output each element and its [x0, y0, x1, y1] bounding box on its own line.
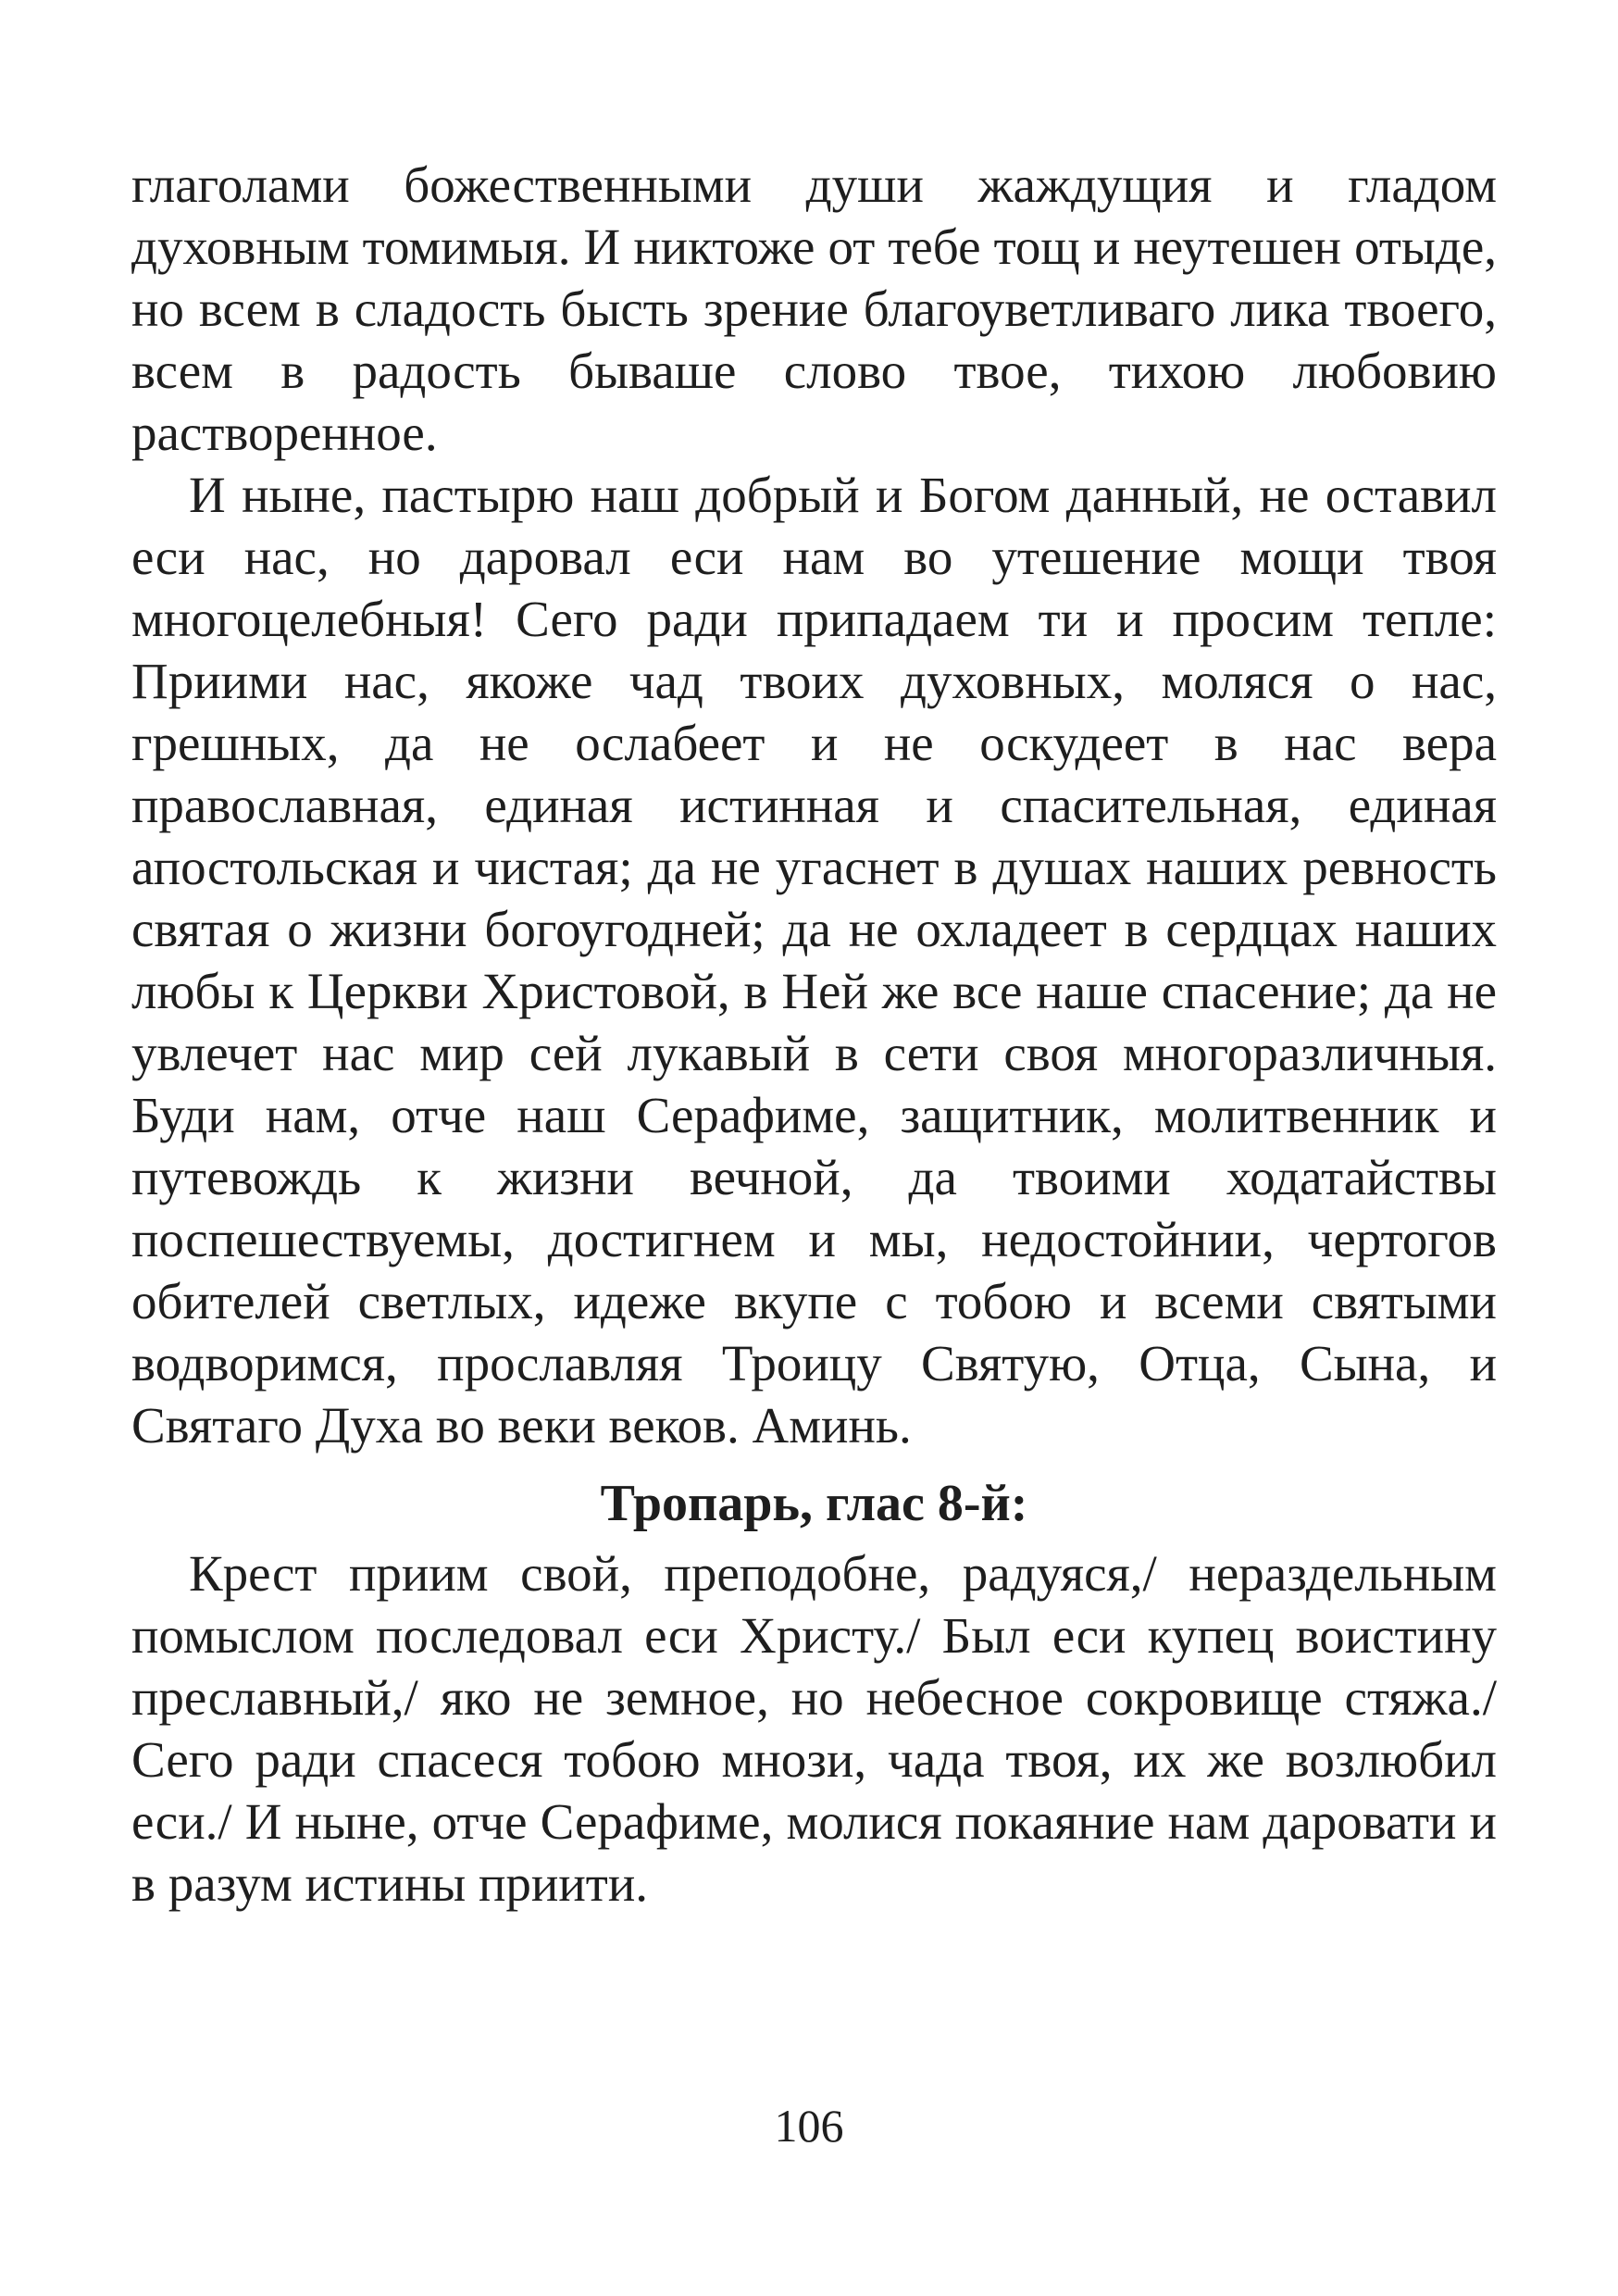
troparion-text: Крест приим свой, преподобне, радуяся,/ нераздельным помыслом последовал еси Христу./ Был еси купец воистину преславный,/ яко не земное, но небесное сокровище стяжа./ Сего ради спасеся тобою мнози, чада твоя, их же возлюбил еси./ И ныне, отче Серафиме, молися покаяние нам даровати и в разум истины приити.	[131, 1545, 1497, 1912]
troparion-heading: Тропарь, глас 8-й:	[600, 1475, 1028, 1532]
prayer-paragraph: И ныне, пастырю наш добрый и Богом данный, не оставил еси нас, но даровал еси нам во утешение мощи твоя многоцелебныя! Сего ради припадаем ти и просим тепле: Приими нас, якоже чад твоих духовных, моляся о нас, грешных, да не ослабеет и не оскудеет в нас вера православная, единая истинная и спасительная, единая апостольская и чистая; да не угаснет в душах наших ревность святая о жизни богоугодней; да не охладеет в сердцах наших любы к Церкви Христовой, в Ней же все наше спасение; да не увлечет нас мир сей лукавый в сети своя многоразличныя. Буди нам, отче наш Серафиме, защитник, молитвенник и путевождь к жизни вечной, да твоими ходатайствы поспешествуемы, достигнем и мы, недостойнии, чертогов обителей светлых, идеже вкупе с тобою и всеми святыми водворимся, прославляя Троицу Святую, Отца, Сына, и Святаго Духа во веки веков. Аминь.	[131, 467, 1497, 1454]
prayer-paragraph-continued: глаголами божественными души жаждущия и гладом духовным томимыя. И никтоже от тебе тощ и неутешен отыде, но всем в сладость бысть зрение благоуветливаго лика твоего, всем в радость бываше слово твое, тихою любовию растворенное.	[131, 156, 1497, 461]
page-content	[131, 154, 1497, 1915]
page-number: 106	[774, 2100, 844, 2152]
